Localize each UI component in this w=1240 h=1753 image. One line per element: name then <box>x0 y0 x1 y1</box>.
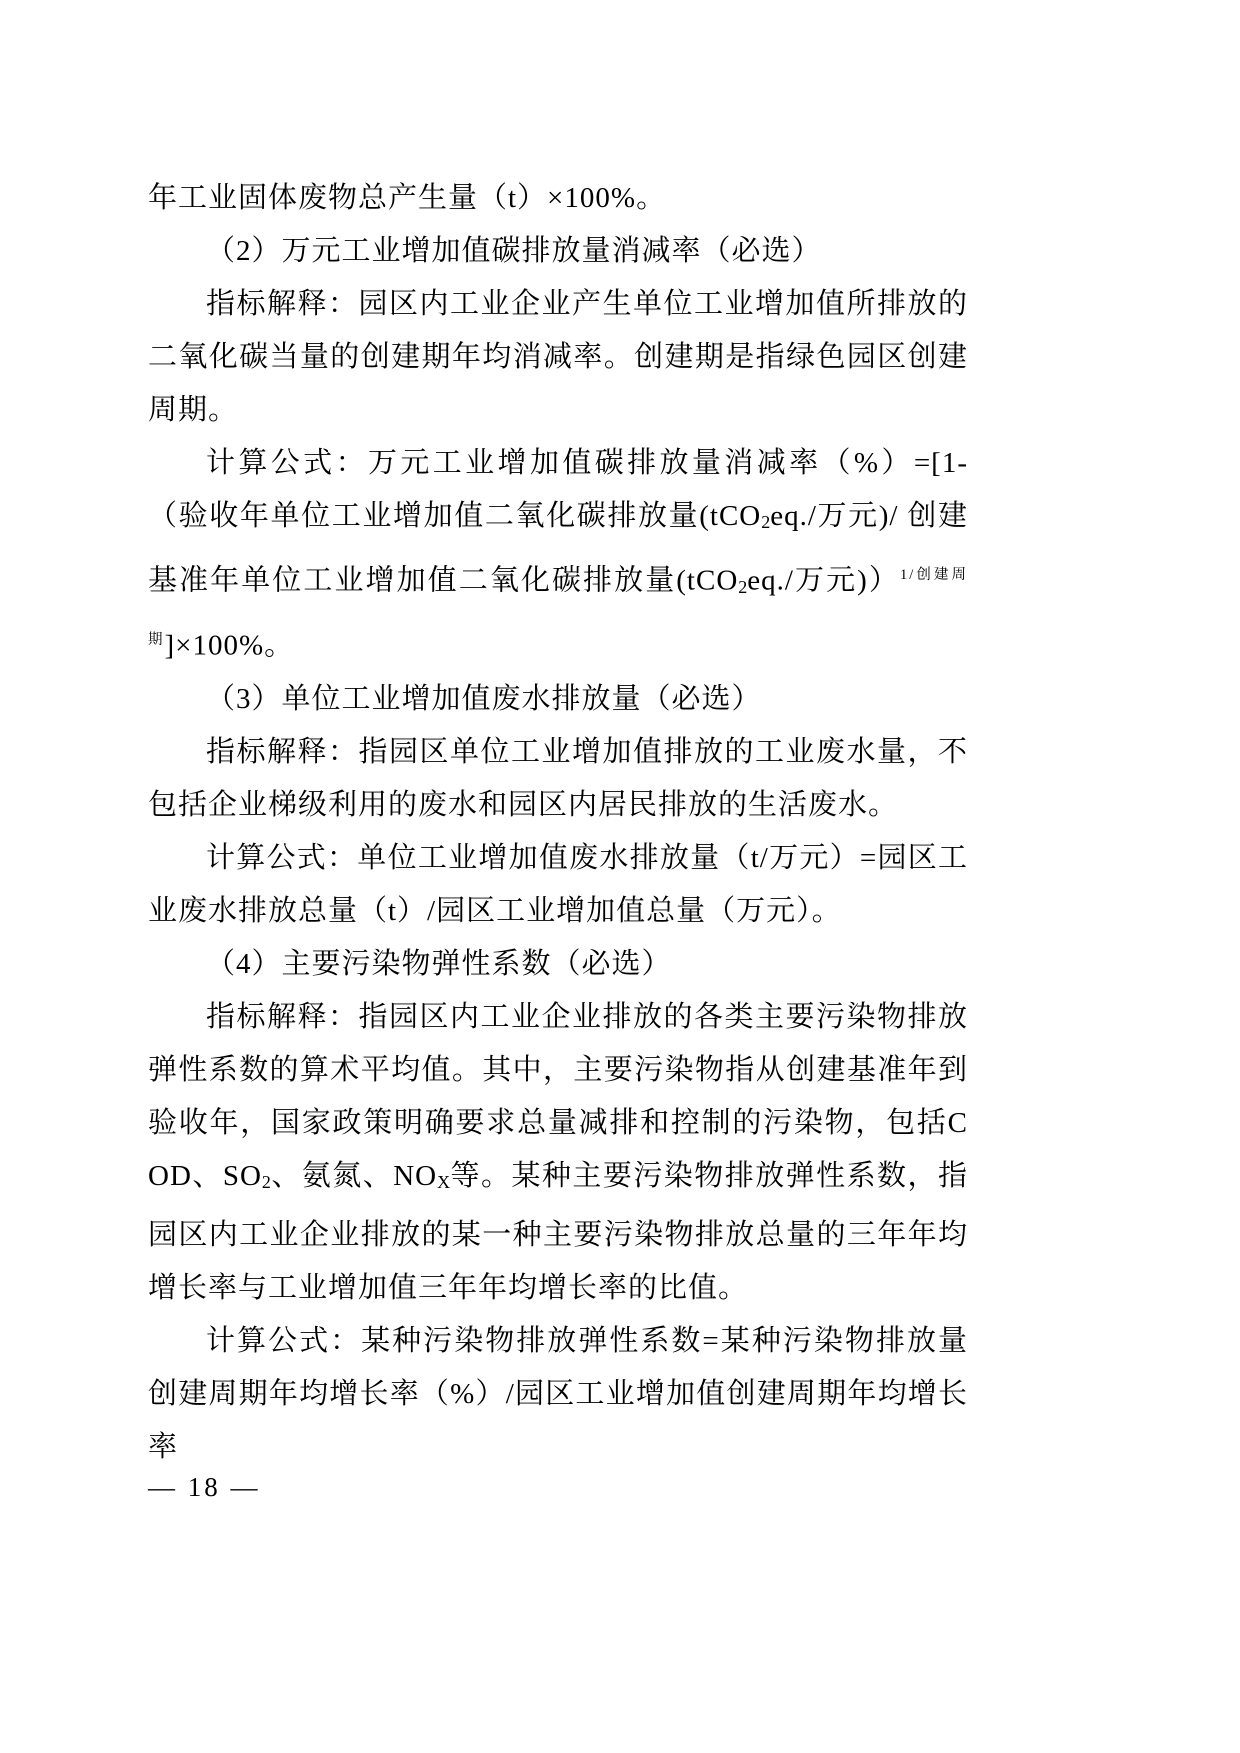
text-run: eq./万元)/ 创建基准年单位工业增加值二氧化碳排放量(tCO <box>148 500 968 597</box>
text-run: （4）主要污染物弹性系数（必选） <box>206 947 672 980</box>
para-indicator-3-explanation <box>148 726 968 832</box>
para-indicator-3-formula <box>148 832 968 938</box>
subscript-so2: 2 <box>261 1172 271 1193</box>
text-run: 年工业固体废物总产生量（t）×100%。 <box>148 182 667 214</box>
heading-indicator-2 <box>148 225 968 278</box>
text-run: eq./万元)） <box>747 564 900 597</box>
heading-indicator-4 <box>148 938 968 991</box>
para-indicator-4-explanation <box>148 991 968 1315</box>
page-number: — 18 — <box>148 1472 261 1502</box>
text-run: 等。某种主要污染物排放弹性系数，指园区内工业企业排放的某一种主要污染物排放总量的三年年均增长率与工业增加值三年年均增长率的比值。 <box>148 1159 968 1305</box>
superscript-exponent: 1/创建周期 <box>148 567 968 649</box>
text-run: 计算公式：万元工业增加值碳排放量消减率（%）=[1-（验收年单位工业增加值二氧化碳排放量(tCO <box>148 447 968 532</box>
subscript-nox: X <box>437 1172 451 1193</box>
text-run: 指标解释：园区内工业企业产生单位工业增加值所排放的二氧化碳当量的创建期年均消减率。创建期是指绿色园区创建周期。 <box>148 288 968 426</box>
text-run: 指标解释：指园区单位工业增加值排放的工业废水量，不包括企业梯级利用的废水和园区内居民排放的生活废水。 <box>148 735 968 821</box>
text-run: （2）万元工业增加值碳排放量消减率（必选） <box>206 235 822 267</box>
para-indicator-2-explanation <box>148 278 968 437</box>
text-run: （3）单位工业增加值废水排放量（必选） <box>206 682 762 715</box>
text-run: ]×100%。 <box>164 629 295 662</box>
para-indicator-4-formula <box>148 1315 968 1474</box>
document-body <box>148 172 968 1474</box>
para-indicator-2-formula <box>148 437 968 673</box>
text-run: 计算公式：单位工业增加值废水排放量（t/万元）=园区工业废水排放总量（t）/园区工业增加值总量（万元）。 <box>148 841 968 927</box>
heading-indicator-3 <box>148 673 968 726</box>
text-run: 、氨氮、NO <box>270 1159 438 1192</box>
subscript-co2: 2 <box>761 512 771 533</box>
text-run: 计算公式：某种污染物排放弹性系数=某种污染物排放量创建周期年均增长率（%）/园区工业增加值创建周期年均增长率 <box>148 1325 968 1464</box>
para-solid-waste-formula-end <box>148 172 968 225</box>
subscript-co2: 2 <box>738 577 748 598</box>
text-run: 指标解释：指园区内工业企业排放的各类主要污染物排放弹性系数的算术平均值。其中，主要污染物指从创建基准年到验收年，国家政策明确要求总量减排和控制的污染物，包括COD、SO <box>148 1000 968 1192</box>
